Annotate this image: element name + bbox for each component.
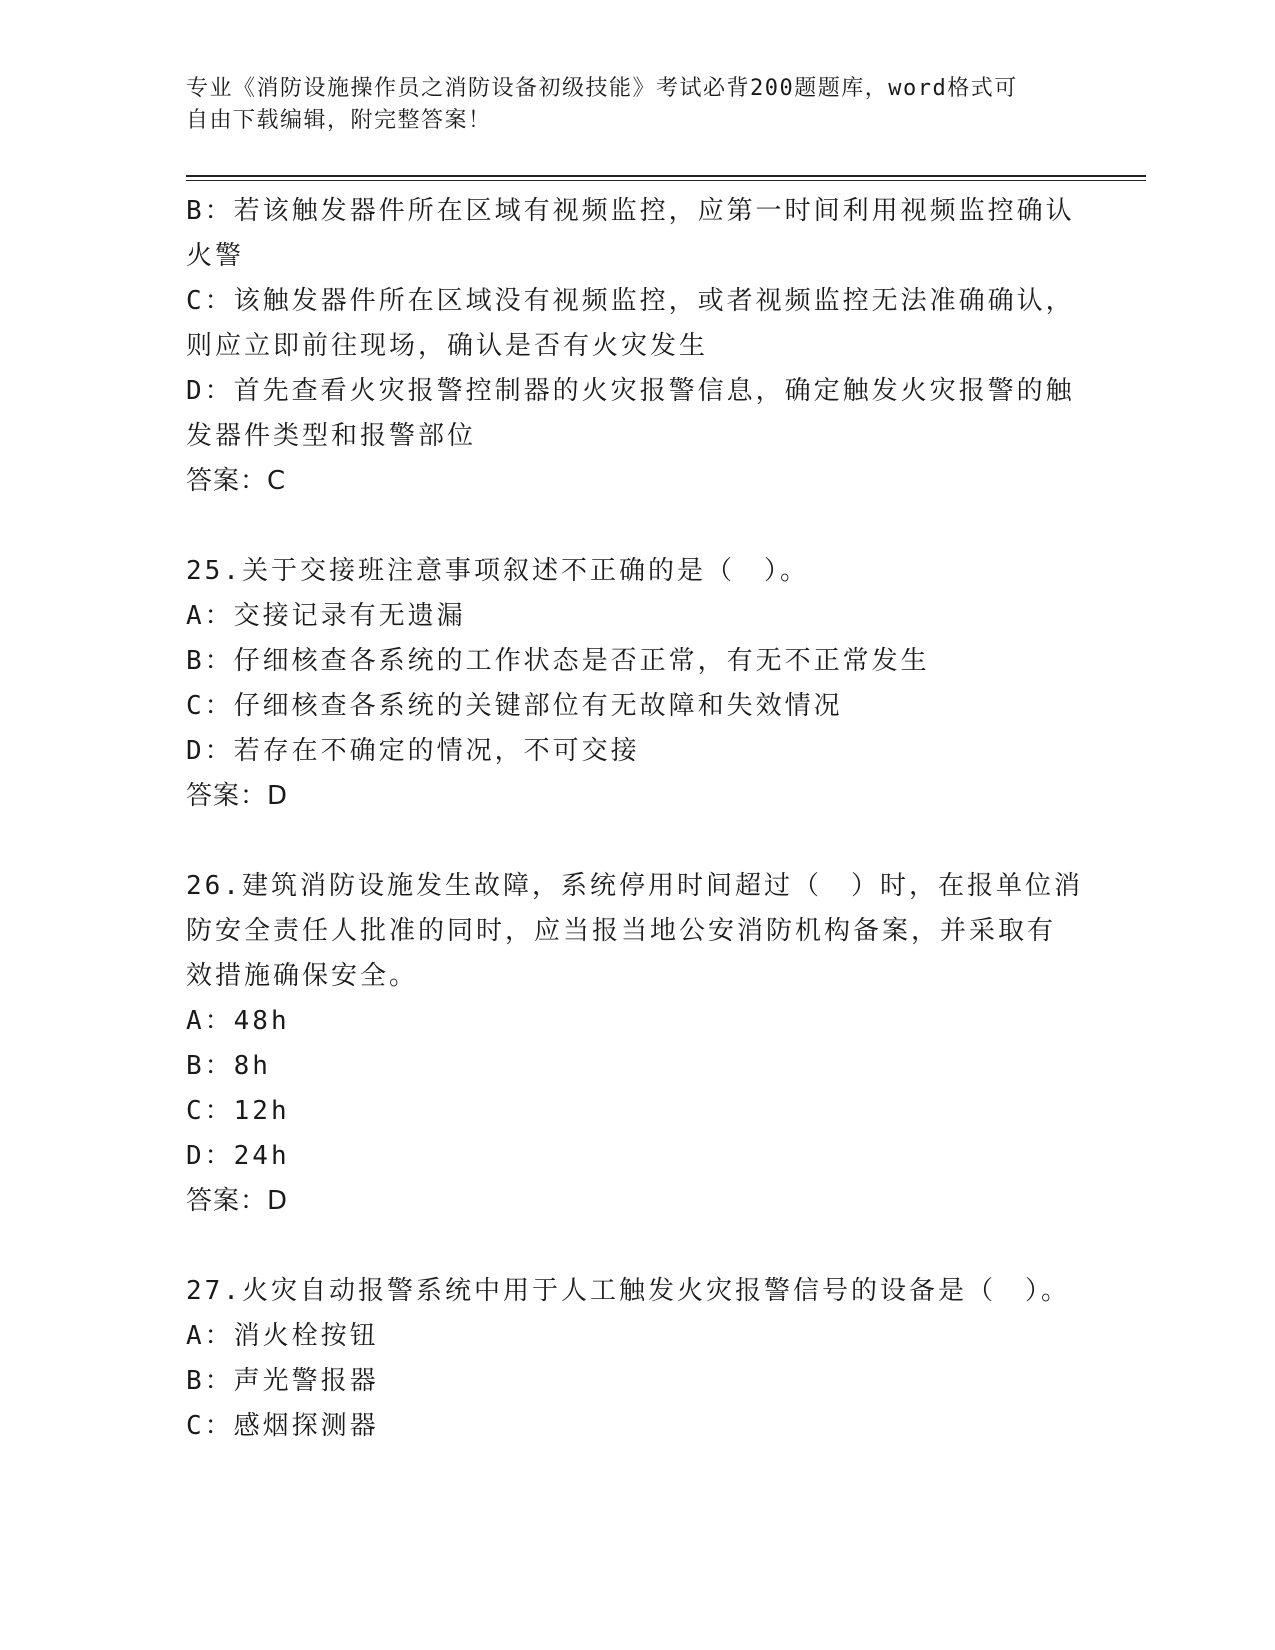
option-d: D：24h bbox=[186, 1141, 290, 1171]
option-b: B：仔细核查各系统的工作状态是否正常，有无不正常发生 bbox=[186, 646, 930, 676]
document-header bbox=[186, 73, 1086, 137]
question-stem: 27.火灾自动报警系统中用于人工触发火灾报警信号的设备是（ ）。 bbox=[186, 1276, 1070, 1306]
header-line-2: 自由下载编辑，附完整答案！ bbox=[186, 108, 492, 133]
question-25 bbox=[186, 549, 1086, 819]
answer-line: 答案：C bbox=[186, 466, 287, 496]
option-c: C：12h bbox=[186, 1096, 290, 1126]
answer-line: 答案：D bbox=[186, 1186, 289, 1216]
spacer bbox=[186, 819, 1086, 864]
question-stem: 25.关于交接班注意事项叙述不正确的是（ ）。 bbox=[186, 556, 809, 586]
option-b-line: B：若该触发器件所在区域有视频监控，应第一时间利用视频监控确认 bbox=[186, 196, 1075, 226]
option-a: A：消火栓按钮 bbox=[186, 1321, 379, 1351]
option-b: B：8h bbox=[186, 1051, 271, 1081]
option-a: A：48h bbox=[186, 1006, 290, 1036]
option-d-line: D：首先查看火灾报警控制器的火灾报警信息，确定触发火灾报警的触 bbox=[186, 376, 1075, 406]
spacer bbox=[186, 504, 1086, 549]
header-line-1: 专业《消防设施操作员之消防设备初级技能》考试必背200题题库，word格式可 bbox=[186, 76, 1018, 101]
question-stem-line: 效措施确保安全。 bbox=[186, 961, 419, 991]
question-list bbox=[186, 189, 1086, 1449]
header-divider bbox=[186, 175, 1146, 181]
option-c: C：仔细核查各系统的关键部位有无故障和失效情况 bbox=[186, 691, 843, 721]
option-c: C：感烟探测器 bbox=[186, 1411, 379, 1441]
option-b: B：声光警报器 bbox=[186, 1366, 379, 1396]
question-26 bbox=[186, 864, 1086, 1224]
question-24-tail bbox=[186, 189, 1086, 504]
question-stem-line: 26.建筑消防设施发生故障，系统停用时间超过（ ）时，在报单位消 bbox=[186, 871, 1083, 901]
question-stem-line: 防安全责任人批准的同时，应当报当地公安消防机构备案，并采取有 bbox=[186, 916, 1057, 946]
option-c-line: 则应立即前往现场，确认是否有火灾发生 bbox=[186, 331, 709, 361]
option-d-line: 发器件类型和报警部位 bbox=[186, 421, 477, 451]
option-d: D：若存在不确定的情况，不可交接 bbox=[186, 736, 640, 766]
option-c-line: C：该触发器件所在区域没有视频监控，或者视频监控无法准确确认， bbox=[186, 286, 1075, 316]
spacer bbox=[186, 1224, 1086, 1269]
option-b-line: 火警 bbox=[186, 241, 245, 271]
answer-line: 答案：D bbox=[186, 781, 289, 811]
option-a: A：交接记录有无遗漏 bbox=[186, 601, 466, 631]
question-27 bbox=[186, 1269, 1086, 1449]
